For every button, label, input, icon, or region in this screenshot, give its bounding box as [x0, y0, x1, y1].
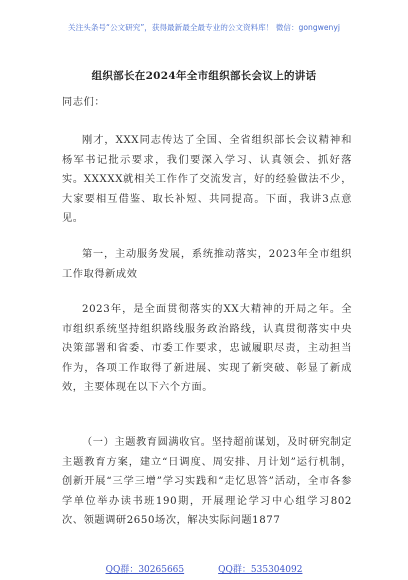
- greeting: 同志们：: [62, 97, 106, 108]
- footer-qq-group-2[interactable]: QQ群：535304092: [218, 565, 303, 575]
- paragraph-2023-summary: 2023年，是全面贯彻落实的XX大精神的开局之年。全市组织系统坚持组织路线服务政治路线，认真贯彻落实中央决策部署和省委、市委工作要求，忠诚履职尽责，主动担当作为，各项工作取得了新进展、实现了新突破、彰显了新成效，主要体现在以下六个方面。: [62, 304, 352, 393]
- footer-qq-group-1[interactable]: QQ群：30265665: [105, 565, 185, 575]
- footer: [0, 562, 408, 575]
- paragraph-intro: 刚才，XXX同志传达了全国、全省组织部长会议精神和杨军书记批示要求，我们要深入学习、认真领会、抓好落实。XXXXX就相关工作作了交流发言，好的经验做法不少，大家要相互借鉴、取长补短、共同提高。下面，我讲3点意见。: [62, 135, 352, 224]
- section-heading-first: 第一，主动服务发展，系统推动落实，2023年全市组织工作取得新成效: [62, 249, 352, 280]
- paragraph-theme-education: （一）主题教育圆满收官。坚持超前谋划，及时研究制定主题教育方案，建立“日调度、周安排、月计划”运行机制，创新开展“三学三增”学习实践和“走忆思答”活动，全市各参学单位举办读书班190期，开展理论学习中心组学习802次、领题调研2650场次，解决实际问题1877: [62, 437, 352, 526]
- document-title: 组织部长在2024年全市组织部长会议上的讲话: [91, 70, 317, 82]
- header-note: 关注头条号“公文研究”，获得最新最全最专业的公文资料库！ 微信：gongwenyj: [68, 23, 340, 32]
